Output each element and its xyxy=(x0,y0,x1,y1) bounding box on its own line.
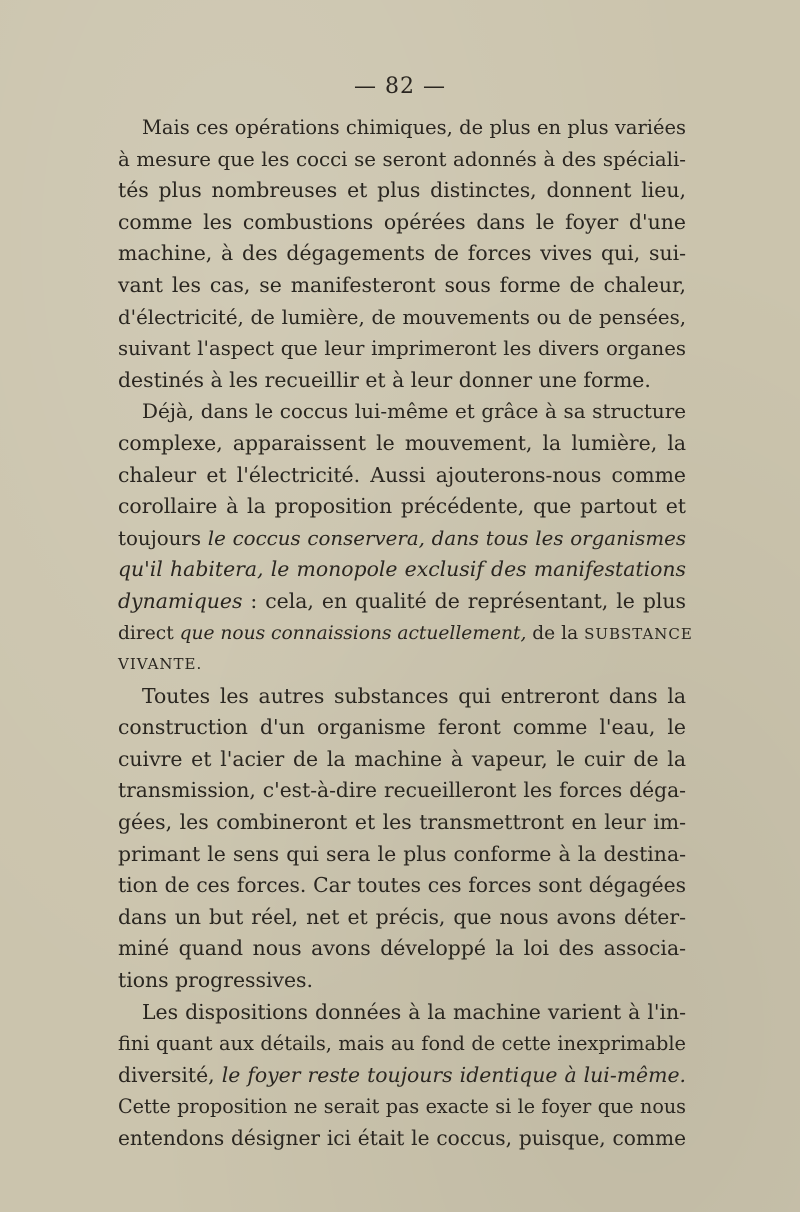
text-run: toujours xyxy=(118,526,208,550)
text-line: Mais ces opérations chimiques, de plus en plus variées xyxy=(142,116,686,139)
text-line: Déjà, dans le coccus lui-même et grâce à sa structure xyxy=(142,400,686,424)
text-line: tion de ces forces. Car toutes ces forces sont dégagées xyxy=(118,873,686,898)
italic-run: que nous connaissions actuellement, xyxy=(179,622,527,644)
text-line: transmission, c'est-à-dire recueilleront les forces déga- xyxy=(118,778,686,803)
text-line-mixed xyxy=(118,523,686,555)
text-line: à mesure que les cocci se seront adonnés à des spéciali- xyxy=(118,147,686,171)
italic-run: le foyer reste toujours identique à lui-même. xyxy=(221,1062,686,1087)
text-line: tions progressives. xyxy=(118,968,313,993)
small-caps-line: VIVANTE. xyxy=(118,655,203,674)
text-line: tés plus nombreuses et plus distinctes, donnent lieu, xyxy=(118,178,686,203)
text-run: : cela, en qualité de représentant, le plus xyxy=(242,588,686,613)
text-line-mixed xyxy=(118,618,693,650)
text-line: gées, les combineront et les transmettront en leur im- xyxy=(118,810,686,835)
text-line: entendons désigner ici était le coccus, puisque, comme xyxy=(118,1126,686,1150)
text-run: direct xyxy=(118,622,180,644)
text-line: Les dispositions données à la machine varient à l'in- xyxy=(142,999,686,1024)
text-line: machine, à des dégagements de forces vives qui, sui- xyxy=(118,241,686,266)
text-line: dans un but réel, net et précis, que nous avons déter- xyxy=(118,904,686,929)
text-line: complexe, apparaissent le mouvement, la lumière, la xyxy=(118,430,686,455)
text-line: cuivre et l'acier de la machine à vapeur, le cuir de la xyxy=(118,746,686,771)
text-line-mixed xyxy=(118,586,686,618)
italic-run: qu'il habitera, le monopole exclusif des manifestations xyxy=(118,557,686,582)
text-line: destinés à les recueillir et à leur donner une forme. xyxy=(118,367,651,392)
text-line: corollaire à la proposition précédente, que partout et xyxy=(118,494,686,519)
italic-run: dynamiques xyxy=(118,588,243,613)
small-caps-run: SUBSTANCE xyxy=(584,624,693,643)
text-line: Toutes les autres substances qui entreront dans la xyxy=(142,683,686,708)
text-run: de la xyxy=(526,622,585,644)
text-line-mixed xyxy=(118,1060,686,1092)
italic-run: le coccus conservera, dans tous les organismes xyxy=(207,526,686,550)
text-line: vant les cas, se manifesteront sous forme de chaleur, xyxy=(118,272,686,297)
text-line: construction d'un organisme feront comme l'eau, le xyxy=(118,715,686,740)
text-line: Cette proposition ne serait pas exacte si le foyer que nous xyxy=(118,1095,686,1119)
text-line-mixed xyxy=(118,554,686,586)
text-line: primant le sens qui sera le plus conforme à la destina- xyxy=(118,841,686,866)
text-line: fini quant aux détails, mais au fond de cette inexprimable xyxy=(118,1032,686,1056)
text-line: miné quand nous avons développé la loi des associa- xyxy=(118,936,686,961)
text-line: suivant l'aspect que leur imprimeront les divers organes xyxy=(118,337,686,361)
text-line: chaleur et l'électricité. Aussi ajouterons-nous comme xyxy=(118,462,686,487)
text-line: comme les combustions opérées dans le foyer d'une xyxy=(118,209,686,234)
text-run: diversité, xyxy=(118,1062,222,1087)
text-line: d'électricité, de lumière, de mouvements ou de pensées, xyxy=(118,305,686,329)
page-number: — 82 — xyxy=(354,74,446,99)
body-text xyxy=(118,112,693,1155)
